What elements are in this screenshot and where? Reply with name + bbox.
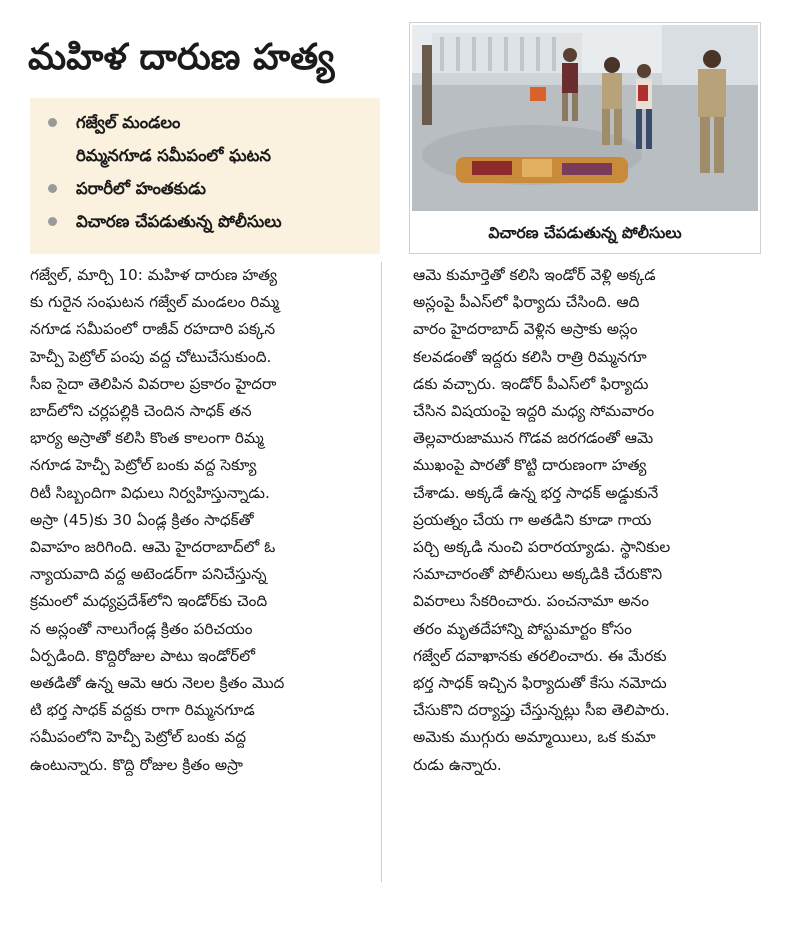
article-line: వారం హైదరాబాద్ వెళ్లిన అస్రాకు అస్లం bbox=[413, 320, 638, 339]
article-line: అస్రా (45)కు 30 ఏండ్ల క్రితం సాధక్‌తో bbox=[30, 510, 254, 529]
article-line: న అస్లంతో నాలుగేండ్ల క్రితం పరిచయం bbox=[30, 619, 253, 638]
article-line: చేసుకొని దర్యాప్తు చేస్తున్నట్లు సీఐ తెలిపారు. bbox=[413, 701, 670, 720]
article-line: నగూడ సమీపంలో రాజీవ్ రహదారి పక్కన bbox=[30, 320, 276, 339]
article-line: తరం మృతదేహాన్ని పోస్టుమార్టం కోసం bbox=[413, 619, 632, 638]
subheads-box bbox=[30, 98, 380, 254]
news-photo bbox=[412, 25, 758, 211]
article-line: ఏర్పడింది. కొద్దిరోజుల పాటు ఇండోర్‌లో bbox=[30, 646, 255, 665]
photo-caption: విచారణ చేపడుతున్న పోలీసులు bbox=[488, 224, 682, 242]
article-line: రిటీ సిబ్బందిగా విధులు నిర్వహిస్తున్నాడు. bbox=[30, 483, 270, 502]
article-line: ఆమె కుమార్తెతో కలిసి ఇండోర్ వెళ్లి అక్కడ bbox=[413, 266, 656, 284]
article-column-left bbox=[30, 262, 382, 882]
article-line: టి భర్త సాధక్ వద్దకు రాగా రిమ్మనగూడ bbox=[30, 701, 255, 720]
bullet-icon bbox=[48, 184, 57, 193]
article-line: నగూడ హెచ్పీ పెట్రోల్ బంకు వద్ద సెక్యూ bbox=[30, 456, 257, 475]
article-line: కు గురైన సంఘటన గజ్వేల్ మండలం రిమ్మ bbox=[30, 293, 280, 312]
subheads-list bbox=[48, 106, 372, 238]
article-line: వివాహం జరిగింది. ఆమె హైదరాబాద్‌లో ఓ bbox=[30, 538, 276, 557]
subhead-item bbox=[48, 172, 372, 205]
subhead-text: రిమ్మనగూడ సమీపంలో ఘటన bbox=[76, 146, 271, 165]
article-line: పర్చి అక్కడి నుంచి పరారయ్యాడు. స్థానికుల bbox=[413, 538, 671, 557]
article-line: గజ్వేల్ దవాఖానకు తరలించారు. ఈ మేరకు bbox=[413, 646, 667, 665]
article-column-right bbox=[413, 262, 763, 882]
article-line: ప్రయత్నం చేయ గా అతడిని కూడా గాయ bbox=[413, 510, 652, 529]
article-line: అమెకు ముగ్గురు అమ్మాయిలు, ఒక కుమా bbox=[413, 728, 656, 747]
subhead-text: గజ్వేల్ మండలం bbox=[76, 113, 181, 132]
article-line: డకు వచ్చారు. ఇండోర్ పీఎస్‌లో ఫిర్యాదు bbox=[413, 374, 649, 393]
article-line: ఉంటున్నారు. కొద్ది రోజుల క్రితం అస్రా bbox=[30, 755, 243, 774]
article-line: వివరాలు సేకరించారు. పంచనామా అనం bbox=[413, 592, 649, 611]
article-line: గజ్వేల్, మార్చి 10: మహిళ దారుణ హత్య bbox=[30, 266, 278, 284]
article-line: సమీపంలోని హెచ్పీ పెట్రోల్ బంకు వద్ద bbox=[30, 728, 246, 747]
subhead-item bbox=[48, 139, 372, 172]
article-line: రుడు ఉన్నారు. bbox=[413, 755, 502, 774]
subhead-text: పరారీలో హంతకుడు bbox=[76, 179, 207, 198]
article-line: తెల్లవారుజామున గొడవ జరగడంతో ఆమె bbox=[413, 429, 654, 448]
article-line: బాద్‌లోని చర్లపల్లికి చెందిన సాధక్ తన bbox=[30, 402, 252, 421]
bullet-icon bbox=[48, 217, 57, 226]
article-line: చేశాడు. అక్కడే ఉన్న భర్త సాధక్ అడ్డుకునే bbox=[413, 483, 659, 502]
article-line: భార్య అస్రాతో కలిసి కొంత కాలంగా రిమ్మ bbox=[30, 429, 264, 448]
article-line: కలవడంతో ఇద్దరు కలిసి రాత్రి రిమ్మనగూ bbox=[413, 347, 647, 366]
article-line: అస్లంపై పీఎస్‌లో ఫిర్యాదు చేసింది. ఆది bbox=[413, 293, 640, 312]
article-line: క్రమంలో మధ్యప్రదేశ్‌లోని ఇండోర్‌కు చెంది bbox=[30, 592, 268, 611]
article-line: ముఖంపై పారతో కొట్టి దారుణంగా హత్య bbox=[413, 456, 647, 475]
subhead-text: విచారణ చేపడుతున్న పోలీసులు bbox=[76, 212, 282, 231]
bullet-icon bbox=[48, 118, 57, 127]
article-line: హెచ్పీ పెట్రోల్ పంపు వద్ద చోటుచేసుకుంది. bbox=[30, 347, 272, 366]
article-line: సీఐ సైదా తెలిపిన వివరాల ప్రకారం హైదరా bbox=[30, 374, 277, 393]
article-line: సమాచారంతో పోలీసులు అక్కడికి చేరుకొని bbox=[413, 565, 663, 584]
article-line: చేసిన విషయంపై ఇద్దరి మధ్య సోమవారం bbox=[413, 402, 655, 421]
article-line: అతడితో ఉన్న ఆమె ఆరు నెలల క్రితం మొద bbox=[30, 674, 285, 693]
article-line: భర్త సాధక్ ఇచ్చిన ఫిర్యాదుతో కేసు నమోదు bbox=[413, 674, 667, 693]
subhead-item bbox=[48, 106, 372, 139]
news-photo-frame bbox=[409, 22, 761, 254]
headline: మహిళ దారుణ హత్య bbox=[28, 37, 335, 78]
article-line: న్యాయవాది వద్ద అటెండర్‌గా పనిచేస్తున్న bbox=[30, 565, 267, 584]
subhead-item bbox=[48, 205, 372, 238]
crime-scene-photo bbox=[412, 25, 758, 211]
